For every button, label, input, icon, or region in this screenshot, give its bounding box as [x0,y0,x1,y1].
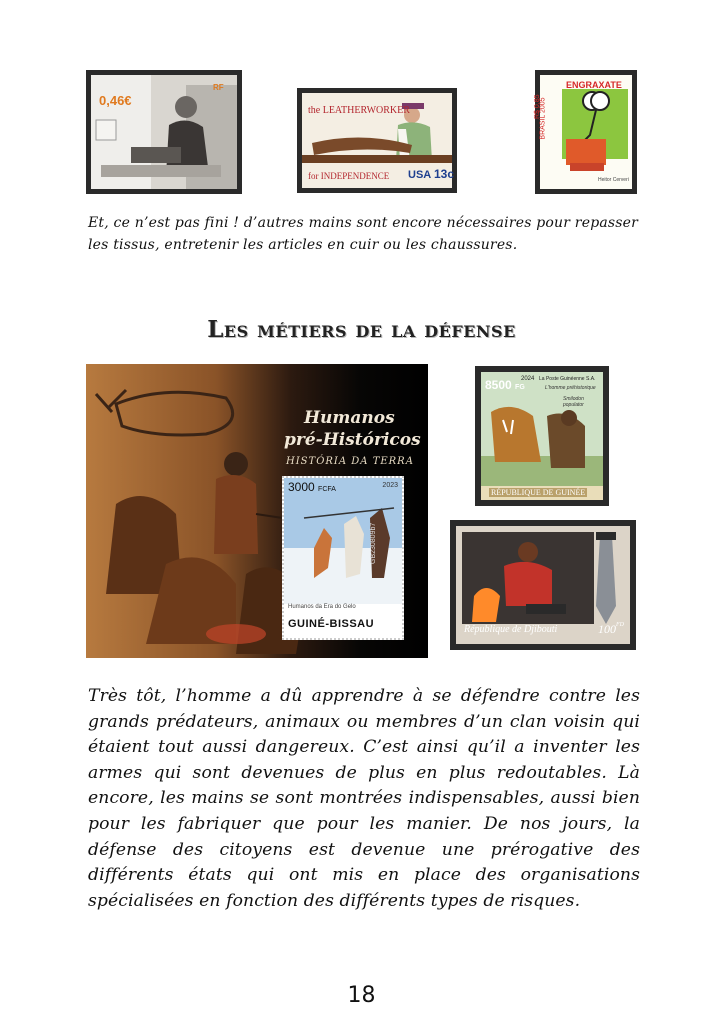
engraxate-illustration [540,75,632,189]
djibouti-value [598,622,624,637]
guinee-header: La Poste Guinéenne S.A. [539,376,596,382]
sheet-code: GB230809b7 [370,522,377,564]
djibouti-value-number: 100 [598,622,616,636]
sheet-subtitle: HISTÓRIA DA TERRA [286,456,414,467]
stamp-title: the LEATHERWORKER [308,105,410,116]
sheet-value-number: 3000 [288,480,315,494]
intro-paragraph: Et, ce n’est pas fini ! d’autres mains sont encore nécessaires pour repasser les tissus, entretenir les articles en cuir ou les chaussures. [88,215,639,253]
sheet-title-line2: pré-Históricos [284,430,421,450]
djibouti-value-currency: FD [616,622,624,628]
stamp-guinee-prehistoric [475,366,609,506]
guinee-subheader: L'homme préhistorique [545,385,596,391]
stamp-value: 0,46€ [99,93,132,108]
guinee-value [485,378,525,392]
guinee-value-currency: FG [515,384,525,391]
stamp-typist [86,70,242,194]
body-paragraph: Très tôt, l’homme a dû apprendre à se défendre contre les grands prédateurs, animaux ou membres d’un clan voisin qui étaient tout aussi dangereux. C’est ainsi qu’il a inventer les armes qui sont devenues de plus en plus redoutables. Là encore, les mains se sont montrées indispensables, aussi bien pour les fabriquer que pour les manier. De nos jours, la défense des citoyens est devenue une prérogative des différents états qui ont mis en place des organisations spécialisées en fonction des différents types de risques. [88,686,640,911]
page-number: 18 [347,983,376,1008]
sheet-value-currency: FCFA [318,486,336,493]
guinee-species: Smilodon populator [563,396,584,408]
guinee-value-number: 8500 [485,378,512,392]
sheet-stamp-year: 2023 [382,482,398,489]
stamp-country: RF [213,83,224,92]
guinee-year: 2024 [521,376,535,382]
section-title: Les métiers de la défense [207,316,516,343]
stamp-country: USA [408,169,432,181]
stamp-leatherworker [297,88,457,193]
stamp-djibouti-blacksmith [450,520,636,650]
sheet-stamp-country: GUINÉ-BISSAU [288,618,375,630]
stamp-title: ENGRAXATE [566,80,622,90]
stamp-artist: Heitor Cerveri [598,177,629,183]
stamp-country: BRASIL 2005 [539,97,547,140]
souvenir-sheet-guinea-bissau [86,364,428,658]
stamp-value: R$ 0,85 [534,94,541,119]
guinee-country: RÉPUBLIQUE DE GUINÉE [491,488,586,497]
stamp-engraxate [535,70,637,194]
stamp-value: 13c [434,167,455,181]
sheet-inner-stamp [282,476,404,640]
stamp-caption: for INDEPENDENCE [308,171,390,181]
ice-age-hunters-illustration [284,478,402,638]
djibouti-country: République de Djibouti [464,624,558,635]
sheet-stamp-caption: Humanos da Era do Gelo [288,604,356,610]
sheet-title-line1: Humanos [304,408,395,428]
sheet-stamp-value [288,480,336,494]
